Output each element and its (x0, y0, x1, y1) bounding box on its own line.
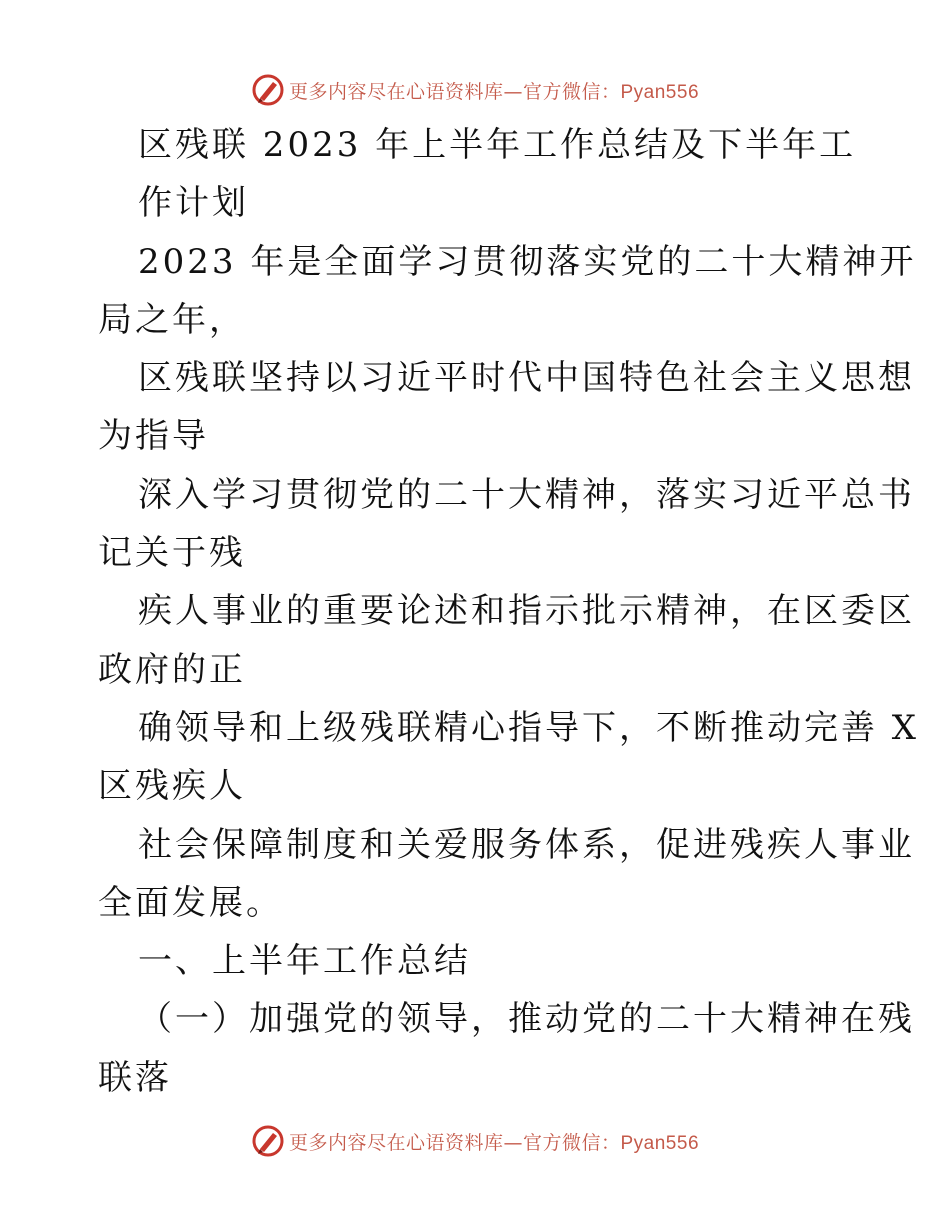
section-heading: 一、上半年工作总结 (138, 941, 471, 982)
footer-banner-main: 更多内容尽在心语资料库 (288, 1131, 504, 1154)
pen-logo-icon (251, 1124, 285, 1158)
doc-line: 政府的正 (98, 649, 246, 690)
doc-line: 社会保障制度和关爱服务体系，促进残疾人事业 (138, 824, 915, 865)
doc-line: 深入学习贯彻党的二十大精神，落实习近平总书 (138, 474, 915, 515)
doc-line: 全面发展。 (98, 882, 283, 923)
doc-line: 疾人事业的重要论述和指示批示精神，在区委区 (138, 591, 915, 632)
doc-line: 区残疾人 (98, 766, 246, 807)
doc-line: 为指导 (98, 416, 209, 457)
footer-watermark-banner (0, 1121, 950, 1161)
document-body (98, 116, 920, 1107)
doc-title-line-2: 作计划 (138, 183, 249, 224)
doc-line: 记关于残 (98, 533, 246, 574)
footer-banner-wechat-label: 官方微信： (522, 1131, 621, 1154)
header-banner-main: 更多内容尽在心语资料库 (288, 80, 504, 103)
doc-line: 确领导和上级残联精心指导下，不断推动完善 X (138, 707, 920, 748)
doc-line: 联落 (98, 1057, 172, 1098)
header-banner-wechat-id: Pyan556 (620, 81, 700, 103)
header-banner-text (289, 77, 699, 104)
footer-banner-wechat-id: Pyan556 (620, 1132, 700, 1154)
header-banner-wechat-label: 官方微信： (522, 80, 621, 103)
doc-line: 局之年， (98, 299, 246, 340)
header-watermark-banner (0, 70, 950, 110)
pen-logo-icon (251, 73, 285, 107)
subsection-heading: （一）加强党的领导，推动党的二十大精神在残 (138, 999, 915, 1040)
doc-title-line-1: 区残联 2023 年上半年工作总结及下半年工 (138, 125, 857, 165)
doc-line: 区残联坚持以习近平时代中国特色社会主义思想 (138, 358, 915, 399)
footer-banner-separator: — (503, 1131, 523, 1154)
doc-line: 2023 年是全面学习贯彻落实党的二十大精神开 (138, 241, 917, 282)
header-banner-separator: — (503, 80, 523, 103)
footer-banner-text (289, 1128, 699, 1155)
